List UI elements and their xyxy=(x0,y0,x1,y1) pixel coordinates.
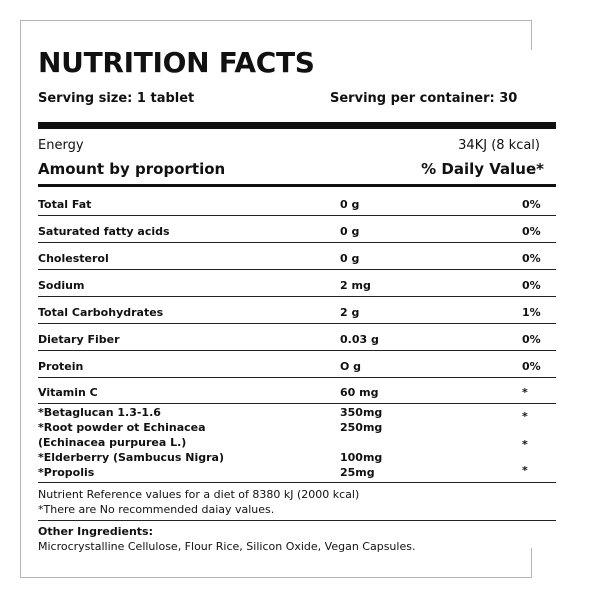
table-row xyxy=(38,377,556,404)
medium-divider xyxy=(38,184,556,187)
ingredient-amount: 25mg xyxy=(340,466,375,479)
amount-by-proportion-heading: Amount by proportion xyxy=(38,160,226,178)
nutrient-name: Saturated fatty acids xyxy=(38,225,170,238)
nutrient-name: Protein xyxy=(38,360,84,373)
table-row xyxy=(38,243,556,270)
nutrient-name: Dietary Fiber xyxy=(38,333,120,346)
nutrient-amount: 2 mg xyxy=(340,279,371,292)
ingredient-daily-value: * xyxy=(522,410,528,423)
nutrient-name: Vitamin C xyxy=(38,386,98,399)
serving-size: Serving size: 1 tablet xyxy=(38,91,195,106)
notes-divider xyxy=(38,520,556,521)
nutrient-name: Total Fat xyxy=(38,198,92,211)
energy-label: Energy xyxy=(38,138,84,153)
nutrient-name: Sodium xyxy=(38,279,85,292)
nutrient-daily-value: 0% xyxy=(522,225,541,238)
nutrient-name: Cholesterol xyxy=(38,252,109,265)
frame-left-line xyxy=(20,20,21,578)
ingredient-amount: 100mg xyxy=(340,451,383,464)
table-row xyxy=(38,216,556,243)
frame-right-line-bottom xyxy=(531,548,532,578)
table-row xyxy=(38,297,556,324)
energy-value: 34KJ (8 kcal) xyxy=(458,138,540,153)
reference-note: Nutrient Reference values for a diet of 8380 kJ (2000 kcal) xyxy=(38,488,360,501)
ingredient-daily-value: * xyxy=(522,464,528,477)
nutrient-name: Total Carbohydrates xyxy=(38,306,164,319)
nutrient-amount: 0 g xyxy=(340,252,360,265)
nutrient-amount: 60 mg xyxy=(340,386,379,399)
nutrient-daily-value: 1% xyxy=(522,306,541,319)
ingredient-line: *Propolis xyxy=(38,466,95,479)
table-row xyxy=(38,189,556,216)
nutrient-amount: 2 g xyxy=(340,306,360,319)
nutrition-facts-title: NUTRITION FACTS xyxy=(38,46,315,79)
ingredient-line: *Elderberry (Sambucus Nigra) xyxy=(38,451,224,464)
ingredient-line: *Root powder ot Echinacea xyxy=(38,421,206,434)
nutrient-amount: O g xyxy=(340,360,362,373)
nutrient-daily-value: 0% xyxy=(522,198,541,211)
nutrient-amount: 0.03 g xyxy=(340,333,379,346)
nutrient-amount: 0 g xyxy=(340,198,360,211)
ingredient-amount: 350mg xyxy=(340,406,383,419)
nutrient-daily-value: 0% xyxy=(522,252,541,265)
other-ingredients-block xyxy=(38,404,556,483)
no-recommended-note: *There are No recommended daiay values. xyxy=(38,503,275,516)
ingredient-amount: 250mg xyxy=(340,421,383,434)
nutrient-daily-value: 0% xyxy=(522,360,541,373)
ingredient-line: (Echinacea purpurea L.) xyxy=(38,436,187,449)
nutrient-daily-value: 0% xyxy=(522,333,541,346)
table-row xyxy=(38,324,556,351)
nutrient-daily-value: * xyxy=(522,386,528,399)
ingredient-daily-value: * xyxy=(522,438,528,451)
daily-value-heading: % Daily Value* xyxy=(421,160,544,178)
other-ingredients-text: Microcrystalline Cellulose, Flour Rice, Silicon Oxide, Vegan Capsules. xyxy=(38,540,416,553)
nutrient-daily-value: 0% xyxy=(522,279,541,292)
nutrient-amount: 0 g xyxy=(340,225,360,238)
table-row xyxy=(38,351,556,378)
other-ingredients-title: Other Ingredients: xyxy=(38,525,153,538)
ingredient-line: *Betaglucan 1.3-1.6 xyxy=(38,406,161,419)
table-row xyxy=(38,270,556,297)
frame-right-line-top xyxy=(531,20,532,50)
servings-per-container: Serving per container: 30 xyxy=(330,91,518,106)
thick-divider xyxy=(38,122,556,129)
frame-bottom-line xyxy=(20,577,532,578)
frame-top-line xyxy=(20,20,532,21)
